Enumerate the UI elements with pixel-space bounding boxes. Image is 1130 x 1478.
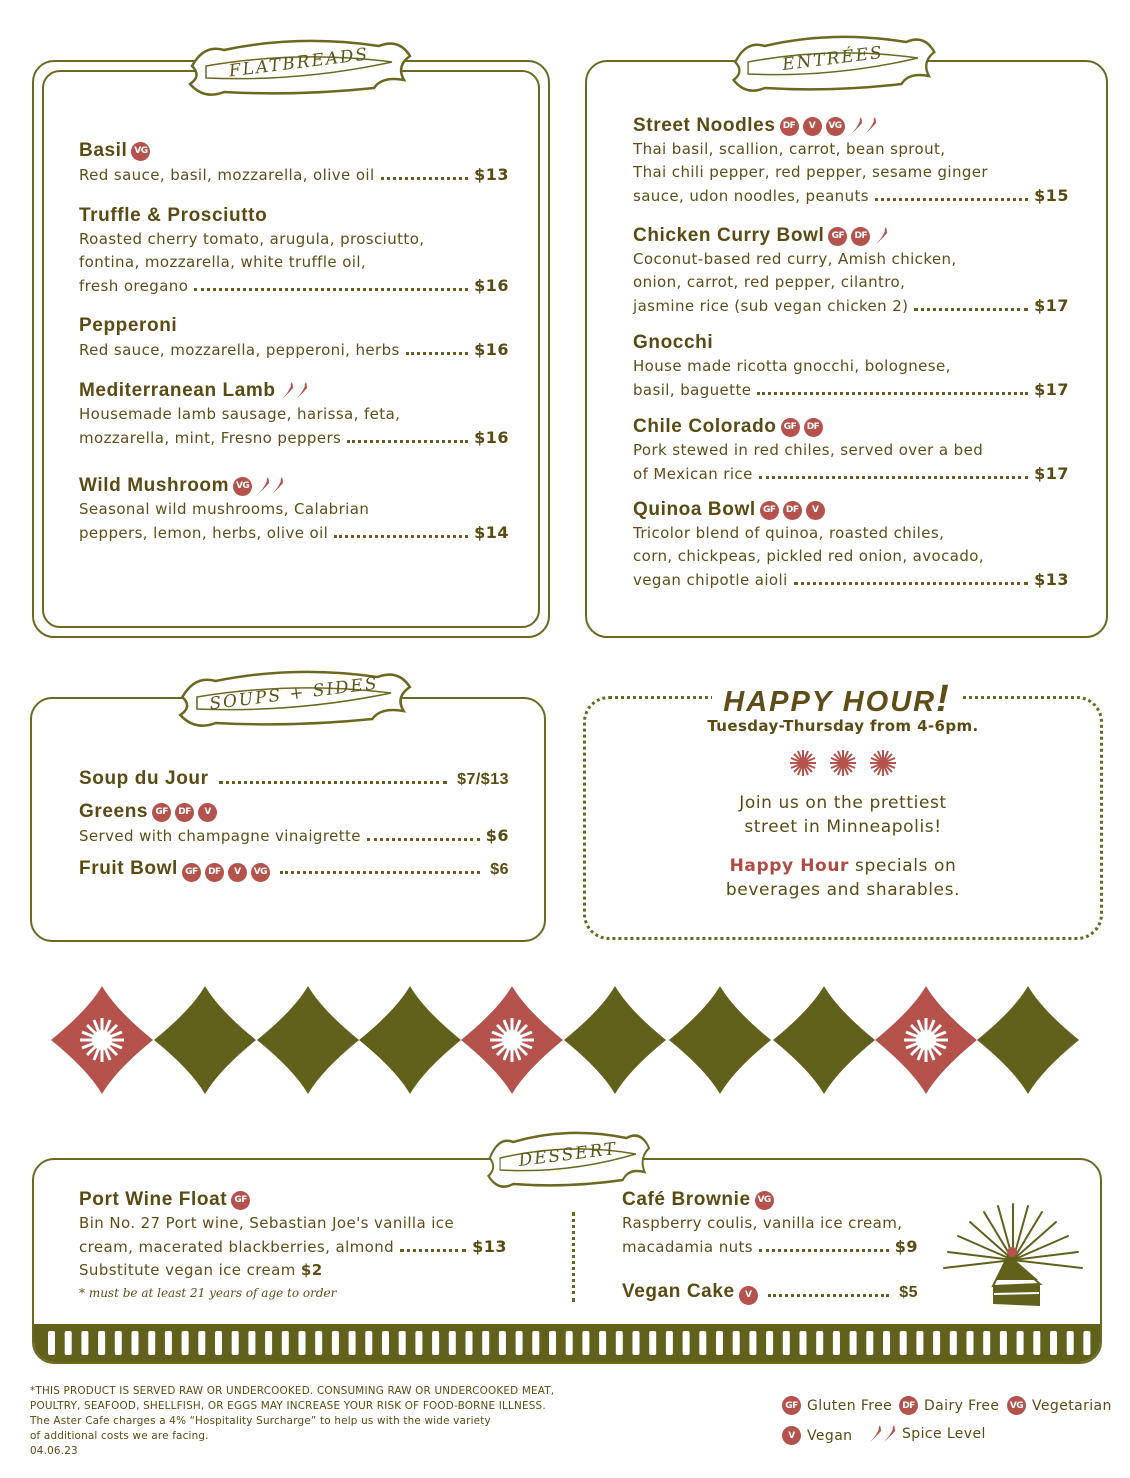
stripe (248, 1331, 255, 1355)
stripe (549, 1331, 556, 1355)
item-desc: Served with champagne vinaigrette (79, 827, 361, 845)
legend-label: Spice Level (902, 1426, 986, 1442)
item-desc: fontina, mozzarella, white truffle oil, (79, 253, 367, 271)
dot-leader (914, 308, 1028, 311)
stripe (1017, 1331, 1024, 1355)
stripe (683, 1331, 690, 1355)
item-desc: Red sauce, basil, mozzarella, olive oil (79, 166, 375, 184)
stripe (816, 1331, 823, 1355)
item-price: $9 (894, 1237, 918, 1256)
item-price: $14 (474, 523, 509, 542)
legend-label: Vegan (807, 1427, 853, 1444)
gluten-free-badge: GF (782, 1396, 801, 1415)
stripe (783, 1331, 790, 1355)
stripe (967, 1331, 974, 1355)
dot-leader (400, 1249, 466, 1252)
stripe (733, 1331, 740, 1355)
legend-vg (1007, 1396, 1112, 1415)
item-price: $13 (474, 165, 509, 184)
stripe (282, 1331, 289, 1355)
stripe (466, 1331, 473, 1355)
item-desc: Roasted cherry tomato, arugula, prosciutto, (79, 230, 425, 248)
item-price: $6 (490, 861, 509, 878)
vegetarian-badge: VG (131, 142, 150, 161)
dot-leader (367, 838, 480, 841)
menu-item (633, 498, 1069, 592)
happy-hour-days: Tuesday-Thursday from 4-6pm. (707, 717, 979, 735)
stripe (432, 1331, 439, 1355)
item-desc: Bin No. 27 Port wine, Sebastian Joe's vanilla ice (79, 1214, 455, 1232)
gluten-free-badge: GF (182, 863, 201, 882)
dairy-free-badge: DF (899, 1396, 918, 1415)
stripe (850, 1331, 857, 1355)
stripe (349, 1331, 356, 1355)
item-name: Street Noodles (633, 115, 776, 136)
menu-item (79, 139, 509, 187)
menu-item (622, 1281, 918, 1305)
spice-icon (868, 1424, 896, 1444)
item-price: $16 (474, 276, 509, 295)
vegetarian-badge: VG (233, 477, 252, 496)
stripe (516, 1331, 523, 1355)
dairy-free-badge: DF (851, 227, 870, 246)
gluten-free-badge: GF (152, 803, 171, 822)
dot-leader (794, 582, 1028, 585)
legend-label: Gluten Free (807, 1397, 893, 1414)
stripe (1083, 1331, 1090, 1355)
stripe (148, 1331, 155, 1355)
starburst-icon (828, 748, 858, 778)
vegan-badge: V (198, 803, 217, 822)
entrees-title: ENTRÉES (781, 42, 885, 76)
item-desc: Coconut-based red curry, Amish chicken, (633, 250, 957, 268)
stripe (165, 1331, 172, 1355)
item-name: Wild Mushroom (79, 475, 230, 496)
stripe (265, 1331, 272, 1355)
dairy-free-badge: DF (804, 418, 823, 437)
stripe (499, 1331, 506, 1355)
item-name: Chicken Curry Bowl (633, 225, 825, 246)
vegan-badge: V (739, 1286, 758, 1305)
stripe (983, 1331, 990, 1355)
flatbreads-banner (184, 36, 414, 98)
stripe (132, 1331, 139, 1355)
dairy-free-badge: DF (175, 803, 194, 822)
legend-label: Dairy Free (924, 1397, 1000, 1414)
menu-item (79, 800, 509, 848)
flatbreads-title: FLATBREADS (227, 44, 371, 82)
stripe (1050, 1331, 1057, 1355)
menu-item (633, 331, 1069, 402)
item-price: $17 (1034, 296, 1069, 315)
stripe (65, 1331, 72, 1355)
stripe (449, 1331, 456, 1355)
item-desc: of Mexican rice (633, 465, 753, 483)
starburst-icon (868, 748, 898, 778)
stripe (883, 1331, 890, 1355)
item-name: Truffle & Prosciutto (79, 205, 268, 226)
item-desc: macadamia nuts (622, 1238, 754, 1256)
dot-leader (347, 440, 468, 443)
gluten-free-badge: GF (781, 418, 800, 437)
stripe (749, 1331, 756, 1355)
item-name: Basil (79, 140, 128, 161)
diamond-band (50, 985, 1080, 1095)
stripe (98, 1331, 105, 1355)
item-name: Café Brownie (622, 1189, 751, 1210)
item-price: $6 (485, 826, 509, 845)
happy-hour-title: HAPPY HOUR! (712, 678, 962, 721)
stripe (232, 1331, 239, 1355)
menu-item (633, 224, 1069, 318)
menu-item (79, 314, 509, 362)
item-price: $16 (474, 340, 509, 359)
stripe (916, 1331, 923, 1355)
dot-leader (768, 1294, 890, 1297)
stripe (81, 1331, 88, 1355)
dessert-divider (572, 1212, 575, 1302)
stripe (800, 1331, 807, 1355)
item-name: Quinoa Bowl (633, 499, 756, 520)
item-name: Chile Colorado (633, 416, 777, 437)
stripe (666, 1331, 673, 1355)
item-price: $5 (899, 1284, 918, 1301)
item-desc: Thai basil, scallion, carrot, bean sprout, (633, 140, 946, 158)
footer-disclaimer: *THIS PRODUCT IS SERVED RAW OR UNDERCOOKED. CONSUMING RAW OR UNDERCOOKED MEAT, POULTRY, SEAFOOD, SHELLFISH, OR EGGS MAY INCREASE YOUR RISK OF FOOD-BORNE ILLNESS. The Aster Cafe charges a 4% “Hospitality Surcharge” to help us with the wide variety of additional costs we are facing. 04.06.23 (30, 1385, 555, 1457)
vegetarian-badge: VG (755, 1191, 774, 1210)
stripe (599, 1331, 606, 1355)
legend-df (899, 1396, 999, 1415)
starburst-icon (788, 748, 818, 778)
item-desc: basil, baguette (633, 381, 752, 399)
stripe (649, 1331, 656, 1355)
dot-leader (334, 535, 468, 538)
starburst-row (788, 748, 898, 778)
dot-leader (194, 288, 468, 291)
spice-icon (280, 381, 308, 401)
item-price: $17 (1034, 380, 1069, 399)
stripe (716, 1331, 723, 1355)
dot-leader (757, 392, 1028, 395)
vegan-badge: V (228, 863, 247, 882)
stripe (415, 1331, 422, 1355)
stripe (566, 1331, 573, 1355)
item-desc: Pork stewed in red chiles, served over a bed (633, 441, 984, 459)
cake-slice-icon (938, 1200, 1088, 1312)
menu-item (79, 768, 509, 792)
menu-item (633, 114, 1069, 208)
dairy-free-badge: DF (205, 863, 224, 882)
item-desc: Red sauce, mozzarella, pepperoni, herbs (79, 341, 400, 359)
item-desc: corn, chickpeas, pickled red onion, avocado, (633, 547, 985, 565)
stripe (866, 1331, 873, 1355)
stripe (299, 1331, 306, 1355)
vegan-badge: V (806, 501, 825, 520)
stripe (699, 1331, 706, 1355)
gluten-free-badge: GF (828, 227, 847, 246)
gluten-free-badge: GF (231, 1191, 250, 1210)
stripe (48, 1331, 55, 1355)
stripe (833, 1331, 840, 1355)
spice-icon (256, 476, 284, 496)
dairy-free-badge: DF (783, 501, 802, 520)
menu-item (79, 1188, 507, 1304)
stripe (616, 1331, 623, 1355)
item-price: $7/$13 (457, 771, 509, 788)
stripe (1000, 1331, 1007, 1355)
item-desc: Thai chili pepper, red pepper, sesame ginger (633, 163, 988, 181)
item-name: Gnocchi (633, 332, 714, 353)
vegetarian-badge: VG (1007, 1396, 1026, 1415)
item-desc: cream, macerated blackberries, almond (79, 1238, 395, 1256)
dot-leader (875, 198, 1028, 201)
entrees-banner (728, 32, 938, 94)
item-price: $13 (1034, 570, 1069, 589)
item-desc: House made ricotta gnocchi, bolognese, (633, 357, 951, 375)
item-desc: mozzarella, mint, Fresno peppers (79, 429, 342, 447)
vegetarian-badge: VG (251, 863, 270, 882)
dot-leader (406, 352, 468, 355)
stripe (633, 1331, 640, 1355)
item-price: $16 (474, 428, 509, 447)
stripe (315, 1331, 322, 1355)
menu-item (79, 379, 509, 450)
striped-border (34, 1324, 1102, 1362)
legend-spice (868, 1424, 986, 1444)
item-desc: Tricolor blend of quinoa, roasted chiles, (633, 524, 945, 542)
stripe (1033, 1331, 1040, 1355)
item-name: Vegan Cake (622, 1281, 735, 1302)
item-name: Greens (79, 801, 149, 822)
stripe (950, 1331, 957, 1355)
gluten-free-badge: GF (760, 501, 779, 520)
vegan-badge: V (803, 117, 822, 136)
happy-hour-specials: Happy Hour specials on beverages and sharables. (725, 856, 961, 900)
soups-title: SOUPS + SIDES (208, 673, 380, 715)
substitute-note: Substitute vegan ice cream $2 (79, 1261, 323, 1279)
stripe (532, 1331, 539, 1355)
legend-v (782, 1426, 852, 1445)
legend-label: Vegetarian (1032, 1397, 1112, 1414)
item-price: $15 (1034, 186, 1069, 205)
item-name: Fruit Bowl (79, 858, 178, 879)
stripe (365, 1331, 372, 1355)
stripe (198, 1331, 205, 1355)
dessert-banner (484, 1128, 652, 1190)
item-desc: Seasonal wild mushrooms, Calabrian (79, 500, 370, 518)
menu-item (79, 858, 509, 882)
item-desc: Raspberry coulis, vanilla ice cream, (622, 1214, 903, 1232)
dot-leader (219, 781, 447, 784)
stripe (399, 1331, 406, 1355)
item-desc: fresh oregano (79, 277, 189, 295)
dairy-free-badge: DF (780, 117, 799, 136)
item-desc: peppers, lemon, herbs, olive oil (79, 524, 329, 542)
item-desc: Housemade lamb sausage, harissa, feta, (79, 405, 401, 423)
stripe (900, 1331, 907, 1355)
stripe (115, 1331, 122, 1355)
stripe (382, 1331, 389, 1355)
stripe (766, 1331, 773, 1355)
soups-banner (174, 667, 414, 729)
item-name: Pepperoni (79, 315, 178, 336)
happy-hour-text: Join us on the prettiest street in Minneapolis! (739, 793, 947, 837)
stripe (482, 1331, 489, 1355)
item-name: Port Wine Float (79, 1189, 228, 1210)
item-desc: onion, carrot, red pepper, cilantro, (633, 273, 906, 291)
item-desc: sauce, udon noodles, peanuts (633, 187, 869, 205)
menu-item (622, 1188, 918, 1259)
menu-item (79, 474, 509, 545)
stripe (582, 1331, 589, 1355)
stripe (1067, 1331, 1074, 1355)
stripe (182, 1331, 189, 1355)
vegan-badge: V (782, 1426, 801, 1445)
legend-gf (782, 1396, 892, 1415)
item-name: Soup du Jour (79, 768, 209, 789)
item-name: Mediterranean Lamb (79, 380, 276, 401)
dot-leader (280, 871, 480, 874)
menu-item (79, 204, 509, 298)
dot-leader (381, 177, 469, 180)
age-note: * must be at least 21 years of age to order (79, 1286, 337, 1300)
item-desc: jasmine rice (sub vegan chicken 2) (633, 297, 909, 315)
item-price: $17 (1034, 464, 1069, 483)
dot-leader (759, 476, 1028, 479)
dot-leader (759, 1249, 889, 1252)
stripe (332, 1331, 339, 1355)
item-price: $13 (472, 1237, 507, 1256)
spice-icon (874, 226, 888, 246)
stripe (215, 1331, 222, 1355)
stripe (933, 1331, 940, 1355)
item-desc: vegan chipotle aioli (633, 571, 788, 589)
spice-icon (849, 116, 877, 136)
vegetarian-badge: VG (826, 117, 845, 136)
dessert-title: DESSERT (517, 1139, 619, 1171)
menu-item (633, 415, 1069, 486)
